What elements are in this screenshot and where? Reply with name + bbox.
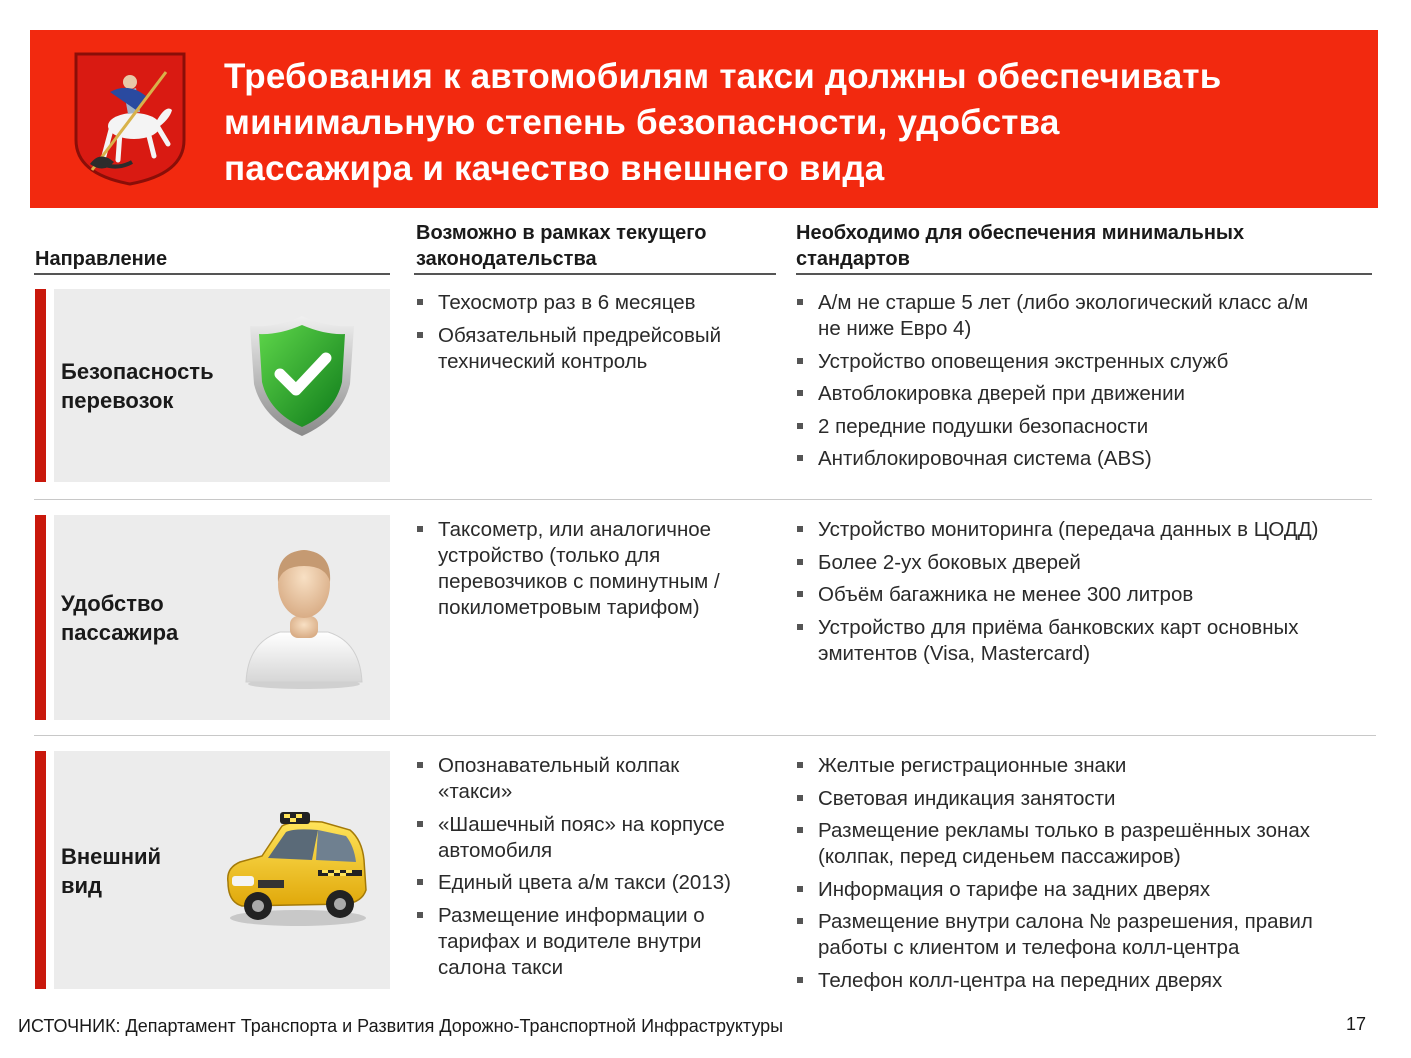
header-rule bbox=[414, 273, 776, 275]
list-item bbox=[796, 818, 1376, 870]
list-item bbox=[416, 323, 781, 375]
item-line: Размещение рекламы только в разрешённых зонах bbox=[818, 819, 1310, 842]
item-line: Опознавательный колпак bbox=[438, 754, 680, 777]
item-line: «такси» bbox=[438, 780, 513, 803]
list-item bbox=[796, 381, 1376, 407]
item-line: технический контроль bbox=[438, 349, 648, 373]
current-law-list-safety bbox=[416, 290, 781, 381]
title-banner bbox=[30, 30, 1378, 208]
label-line: Внешний bbox=[61, 844, 162, 869]
moscow-coat-of-arms-icon bbox=[74, 52, 186, 186]
minimum-list-comfort bbox=[796, 517, 1376, 673]
item-line: Желтые регистрационные знаки bbox=[818, 754, 1127, 777]
row-accent-bar bbox=[35, 515, 46, 720]
item-line: Обязательный предрейсовый bbox=[438, 323, 722, 347]
list-item bbox=[416, 290, 781, 316]
item-line: Размещение внутри салона № разрешения, правил bbox=[818, 910, 1313, 933]
list-item bbox=[796, 615, 1376, 667]
item-line: А/м не старше 5 лет (либо экологический класс а/м bbox=[818, 291, 1309, 314]
column-header-minimum bbox=[796, 220, 1244, 272]
direction-label-appearance bbox=[61, 842, 161, 900]
item-line: не ниже Евро 4) bbox=[818, 317, 972, 340]
item-line: Объём багажника не менее 300 литров bbox=[818, 583, 1194, 606]
label-line: перевозок bbox=[61, 388, 174, 413]
minimum-list-appearance bbox=[796, 753, 1376, 1000]
label-line: пассажира bbox=[61, 620, 179, 645]
minimum-list-safety bbox=[796, 290, 1376, 479]
item-line: Техосмотр раз в 6 месяцев bbox=[438, 291, 696, 314]
list-item bbox=[796, 909, 1376, 961]
direction-label-safety bbox=[61, 357, 214, 415]
item-line: Информация о тарифе на задних дверях bbox=[818, 877, 1211, 901]
current-law-list-appearance bbox=[416, 753, 781, 987]
title-line: Требования к автомобилям такси должны обеспечивать bbox=[224, 57, 1222, 96]
item-line: устройство (только для bbox=[438, 544, 661, 567]
item-line: перевозчиков с поминутным / bbox=[438, 570, 720, 593]
current-law-list-comfort bbox=[416, 517, 781, 628]
list-item bbox=[416, 517, 781, 621]
item-line: Единый цвета а/м такси (2013) bbox=[438, 871, 731, 894]
list-item bbox=[416, 903, 781, 981]
header-rule bbox=[796, 273, 1372, 275]
item-line: Размещение информации о bbox=[438, 903, 705, 927]
item-line: Антиблокировочная система (ABS) bbox=[818, 447, 1152, 470]
list-item bbox=[796, 517, 1376, 543]
item-line: 2 передние подушки безопасности bbox=[818, 414, 1149, 438]
label-line: Удобство bbox=[61, 591, 164, 616]
title-line: минимальную степень безопасности, удобства bbox=[224, 103, 1060, 142]
list-item bbox=[796, 877, 1376, 903]
list-item bbox=[796, 290, 1376, 342]
row-divider bbox=[34, 735, 1376, 736]
item-line: Таксометр, или аналогичное bbox=[438, 518, 712, 541]
column-header-text: Необходимо для обеспечения минимальных bbox=[796, 222, 1245, 244]
column-header-current-law bbox=[416, 220, 707, 272]
column-header-text: законодательства bbox=[416, 248, 597, 270]
list-item bbox=[796, 753, 1376, 779]
list-item bbox=[416, 812, 781, 864]
column-header-text: Возможно в рамках текущего bbox=[416, 222, 707, 244]
list-item bbox=[416, 870, 781, 896]
item-line: Телефон колл-центра на передних дверях bbox=[818, 968, 1223, 992]
row-accent-bar bbox=[35, 289, 46, 482]
item-line: Устройство оповещения экстренных служб bbox=[818, 349, 1229, 373]
item-line: работы с клиентом и телефона колл-центра bbox=[818, 936, 1240, 959]
list-item bbox=[796, 446, 1376, 472]
list-item bbox=[796, 550, 1376, 576]
column-header-direction bbox=[35, 246, 167, 272]
header-rule bbox=[34, 273, 390, 275]
item-line: эмитентов (Visa, Mastercard) bbox=[818, 641, 1091, 665]
page-number: 17 bbox=[1346, 1014, 1367, 1034]
column-header-text: Направление bbox=[35, 248, 168, 270]
person-icon bbox=[240, 544, 368, 690]
list-item bbox=[416, 753, 781, 805]
item-line: (колпак, перед сиденьем пассажиров) bbox=[818, 845, 1181, 868]
row-accent-bar bbox=[35, 751, 46, 989]
item-line: автомобиля bbox=[438, 838, 553, 862]
list-item bbox=[796, 582, 1376, 608]
item-line: Устройство для приёма банковских карт основных bbox=[818, 615, 1299, 639]
shield-check-icon bbox=[246, 314, 358, 438]
source-note: ИСТОЧНИК: Департамент Транспорта и Развития Дорожно-Транспортной Инфраструктуры bbox=[18, 1016, 784, 1036]
list-item bbox=[796, 414, 1376, 440]
title-line: пассажира и качество внешнего вида bbox=[224, 149, 885, 188]
label-line: Безопасность bbox=[61, 359, 214, 384]
label-line: вид bbox=[61, 873, 103, 898]
list-item bbox=[796, 968, 1376, 994]
page-title bbox=[224, 54, 1354, 192]
item-line: Более 2-ух боковых дверей bbox=[818, 550, 1081, 574]
item-line: «Шашечный пояс» на корпусе bbox=[438, 812, 725, 836]
list-item bbox=[796, 786, 1376, 812]
item-line: салона такси bbox=[438, 955, 564, 979]
list-item bbox=[796, 349, 1376, 375]
direction-label-comfort bbox=[61, 589, 178, 647]
row-divider bbox=[34, 499, 1372, 500]
column-header-text: стандартов bbox=[796, 248, 910, 270]
item-line: тарифах и водителе внутри bbox=[438, 929, 702, 953]
item-line: покилометровым тарифом) bbox=[438, 596, 700, 619]
item-line: Устройство мониторинга (передача данных в ЦОДД) bbox=[818, 518, 1319, 541]
item-line: Автоблокировка дверей при движении bbox=[818, 382, 1185, 405]
taxi-car-icon bbox=[222, 810, 370, 928]
item-line: Световая индикация занятости bbox=[818, 786, 1116, 810]
